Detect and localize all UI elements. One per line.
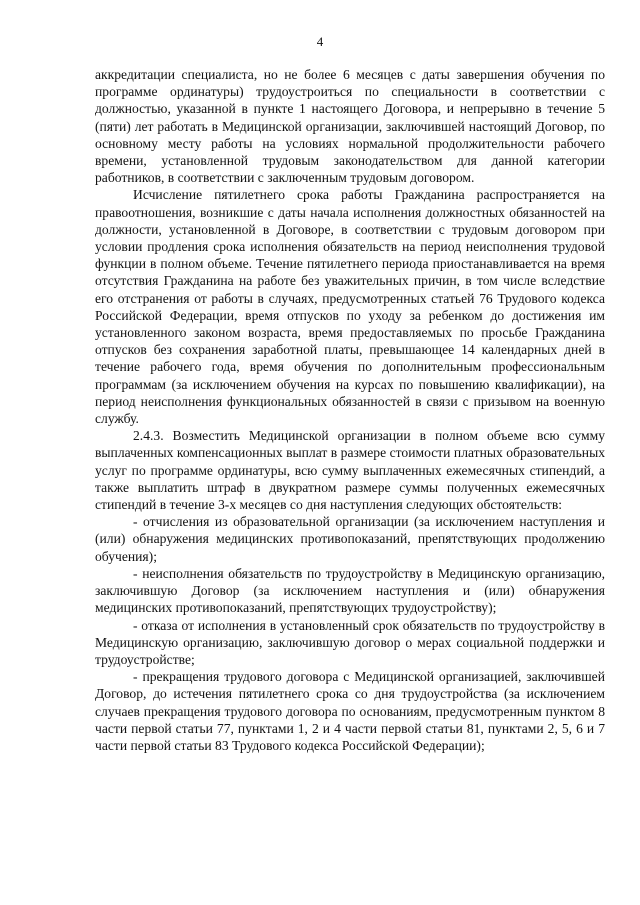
document-body (95, 66, 605, 754)
page-number: 4 (316, 34, 324, 49)
list-item-non-fulfillment: - неисполнения обязательств по трудоустройству в Медицинскую организацию, заключившую Договор (за исключением наступления и (или) обнаружения медицинских противопоказаний, препятствующих трудоустройству); (95, 565, 605, 616)
paragraph-continuation: аккредитации специалиста, но не более 6 месяцев с даты завершения обучения по программе ординатуры) трудоустроиться по специальности в соответствии с должностью, указанной в пункте 1 настоящего Договора, и непрерывно в течение 5 (пяти) лет работать в Медицинской организации, заключившей настоящий Договор, по основному месту работы на условиях нормальной продолжительности рабочего времени, установленной трудовым законодательством для данной категории работников, в соответствии с заключенным трудовым договором. (95, 67, 605, 186)
list-item-termination: - прекращения трудового договора с Медицинской организацией, заключившей Договор, до истечения пятилетнего срока со дня трудоустройства (за исключением случаев прекращения трудового договора по основаниям, предусмотренным пунктом 8 части первой статьи 77, пунктами 1, 2 и 4 части первой статьи 81, пунктами 2, 5, 6 и 7 части первой статьи 83 Трудового кодекса Российской Федерации); (95, 669, 605, 753)
paragraph-2-4-3: 2.4.3. Возместить Медицинской организации в полном объеме всю сумму выплаченных компенсационных выплат в размере стоимости платных образовательных услуг по программе ординатуры, всю сумму выплаченных ежемесячных стипендий, а также выплатить штраф в двукратном размере суммы полученных ежемесячных стипендий в течение 3-х месяцев со дня наступления следующих обстоятельств: (95, 428, 605, 513)
paragraph-five-year-term: Исчисление пятилетнего срока работы Гражданина распространяется на правоотношения, возникшие с даты начала исполнения должностных обязанностей на должности, установленной в Договоре, в соответствии с трудовым договором при условии продления срока исполнения обязательств на период неисполнения трудовой функции в полном объеме. Течение пятилетнего периода приостанавливается на время отсутствия Гражданина на работе без уважительных причин, в том числе вследствие его отстранения от работы в случаях, предусмотренных статьей 76 Трудового кодекса Российской Федерации, время отпусков по уходу за ребенком до достижения им установленного законом возраста, время предоставляемых по просьбе Гражданина отпусков без сохранения заработной платы, превышающее 14 календарных дней в течение рабочего года, время обучения по дополнительным профессиональным программам (за исключением обучения на курсах по повышению квалификации), на период неисполнения функциональных обязанностей в связи с призывом на военную службу. (95, 187, 605, 427)
list-item-refusal: - отказа от исполнения в установленный срок обязательств по трудоустройству в Медицинскую организацию, заключившую договор о мерах социальной поддержки и трудоустройстве; (95, 617, 605, 667)
list-item-expulsion: - отчисления из образовательной организации (за исключением наступления и (или) обнаружения медицинских противопоказаний, препятствующих продолжению обучения); (95, 514, 605, 564)
